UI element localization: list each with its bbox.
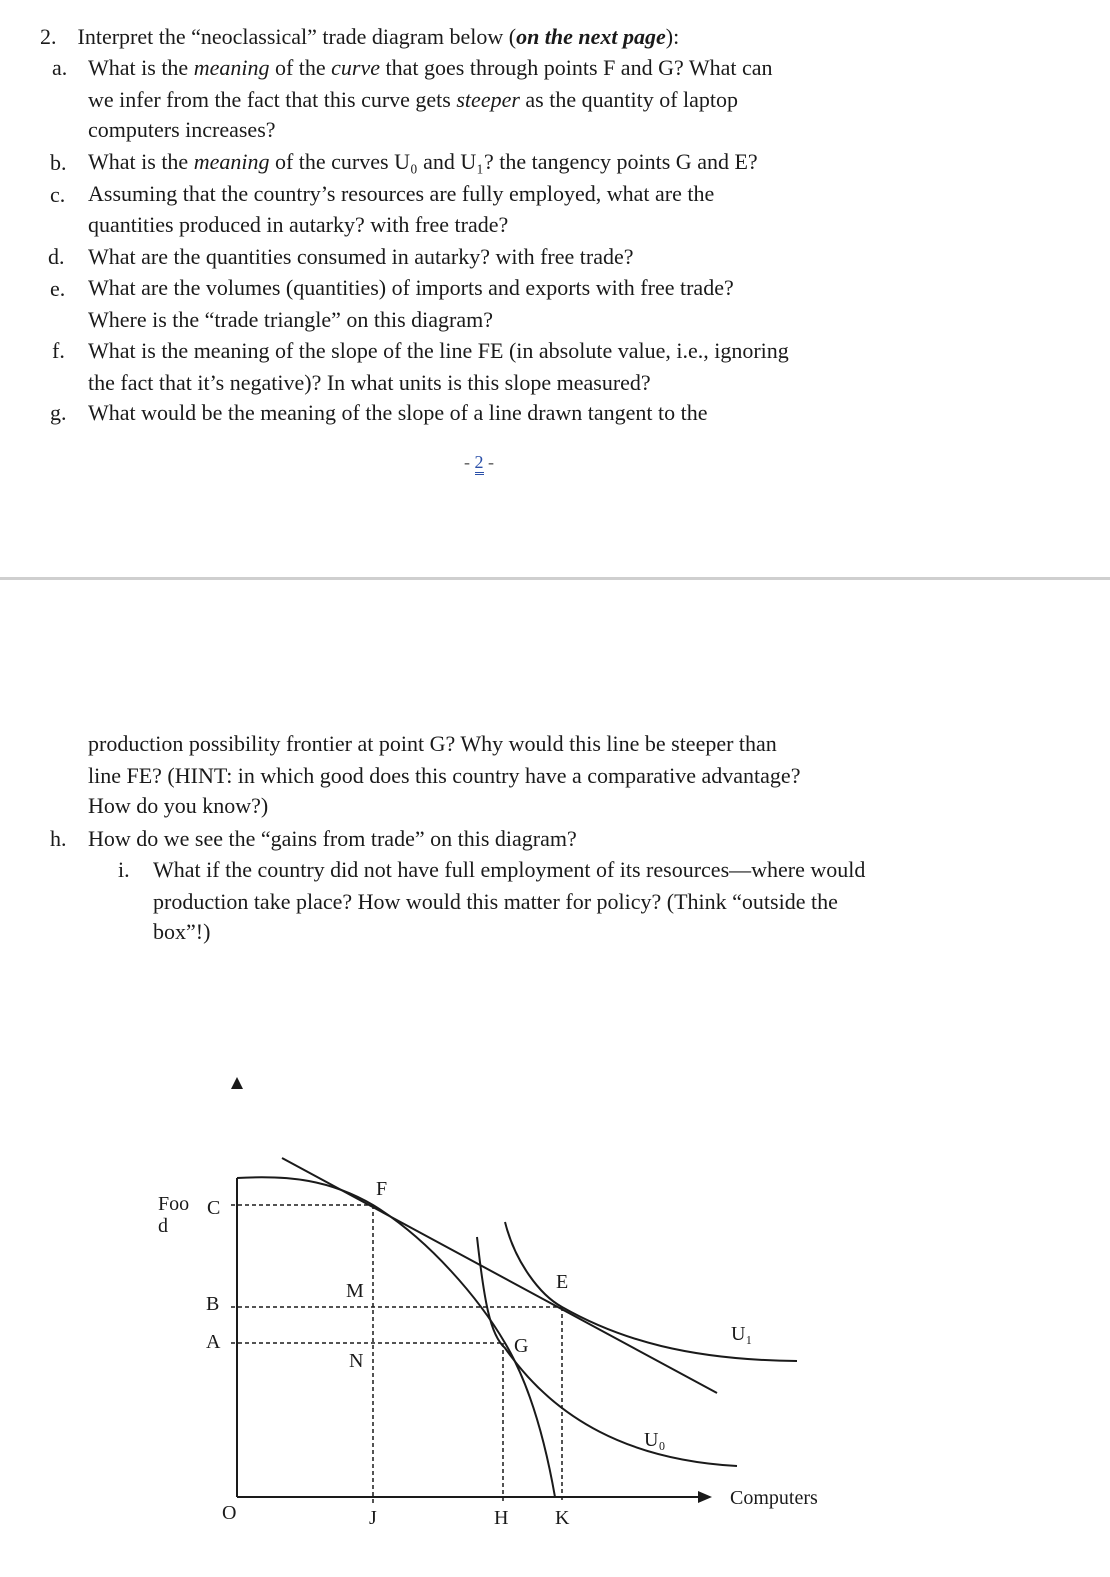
item-a-label: a. (52, 55, 68, 80)
label-E: E (556, 1271, 569, 1293)
question-intro: 2. Interpret the “neoclassical” trade diagram below (on the next page): (40, 24, 680, 49)
item-c-line-2: quantities produced in autarky? with free trade? (88, 212, 509, 237)
label-A: A (206, 1331, 221, 1353)
item-e-label: e. (50, 276, 66, 301)
label-J: J (369, 1507, 377, 1529)
item-g-line-1: What would be the meaning of the slope of a line drawn tangent to the (88, 400, 708, 425)
trade-line-FE (282, 1158, 717, 1393)
item-d-line-1: What are the quantities consumed in autarky? with free trade? (88, 244, 634, 269)
page-number: - 2 - (464, 452, 494, 473)
item-e-line-1: What are the volumes (quantities) of imports and exports with free trade? (88, 275, 734, 300)
question-number: 2. (40, 24, 57, 49)
item-i-line-2: production take place? How would this matter for policy? (Think “outside the (153, 889, 838, 914)
item-a-line-3: computers increases? (88, 117, 276, 142)
item-e-line-2: Where is the “trade triangle” on this diagram? (88, 307, 493, 332)
item-a-line-2: we infer from the fact that this curve gets steeper as the quantity of laptop (88, 87, 739, 112)
item-i-line-1: What if the country did not have full employment of its resources—where would (153, 857, 866, 882)
item-b-label: b. (50, 150, 67, 175)
label-G: G (514, 1335, 529, 1357)
y-axis-arrowhead (231, 1077, 243, 1089)
on-next-page-emphasis: on the next page (516, 24, 666, 49)
item-d-label: d. (48, 244, 65, 269)
item-f-label: f. (52, 338, 65, 363)
item-f-line-1: What is the meaning of the slope of the line FE (in absolute value, i.e., ignoring (88, 338, 789, 363)
item-g-label: g. (50, 400, 67, 425)
label-H: H (494, 1507, 509, 1529)
item-b-line-1: What is the meaning of the curves U₀ and U₁? the tangency points G and E? (88, 149, 758, 174)
label-C: C (207, 1197, 221, 1219)
dashed-guides (231, 1205, 562, 1503)
y-axis-label-2: d (158, 1215, 168, 1237)
item-f-line-2: the fact that it’s negative)? In what units is this slope measured? (88, 370, 651, 395)
indifference-curve-U1 (505, 1222, 797, 1361)
y-axis-label-1: Foo (158, 1193, 190, 1215)
item-g-line-2: production possibility frontier at point G? Why would this line be steeper than (88, 731, 777, 756)
label-U0: U₀ (644, 1429, 666, 1451)
item-h-line-1: How do we see the “gains from trade” on this diagram? (88, 826, 577, 851)
item-h-label: h. (50, 826, 67, 851)
label-N: N (349, 1350, 364, 1372)
label-M: M (346, 1280, 364, 1302)
item-i-label: i. (118, 857, 130, 882)
item-c-line-1: Assuming that the country’s resources are fully employed, what are the (88, 181, 715, 206)
label-F: F (376, 1178, 388, 1200)
label-K: K (555, 1507, 570, 1529)
item-a-line-1: What is the meaning of the curve that goes through points F and G? What can (88, 55, 773, 80)
item-g-line-4: How do you know?) (88, 793, 269, 818)
ppf-curve (237, 1177, 555, 1497)
x-axis-label: Computers (730, 1487, 818, 1509)
page-number-link[interactable]: 2 (475, 452, 484, 475)
label-O: O (222, 1502, 237, 1524)
x-axis-arrowhead (698, 1491, 712, 1503)
item-i-line-3: box”!) (153, 919, 211, 944)
label-B: B (206, 1293, 220, 1315)
item-g-line-3: line FE? (HINT: in which good does this country have a comparative advantage? (88, 763, 801, 788)
item-c-label: c. (50, 182, 66, 207)
label-U1: U₁ (731, 1323, 753, 1345)
